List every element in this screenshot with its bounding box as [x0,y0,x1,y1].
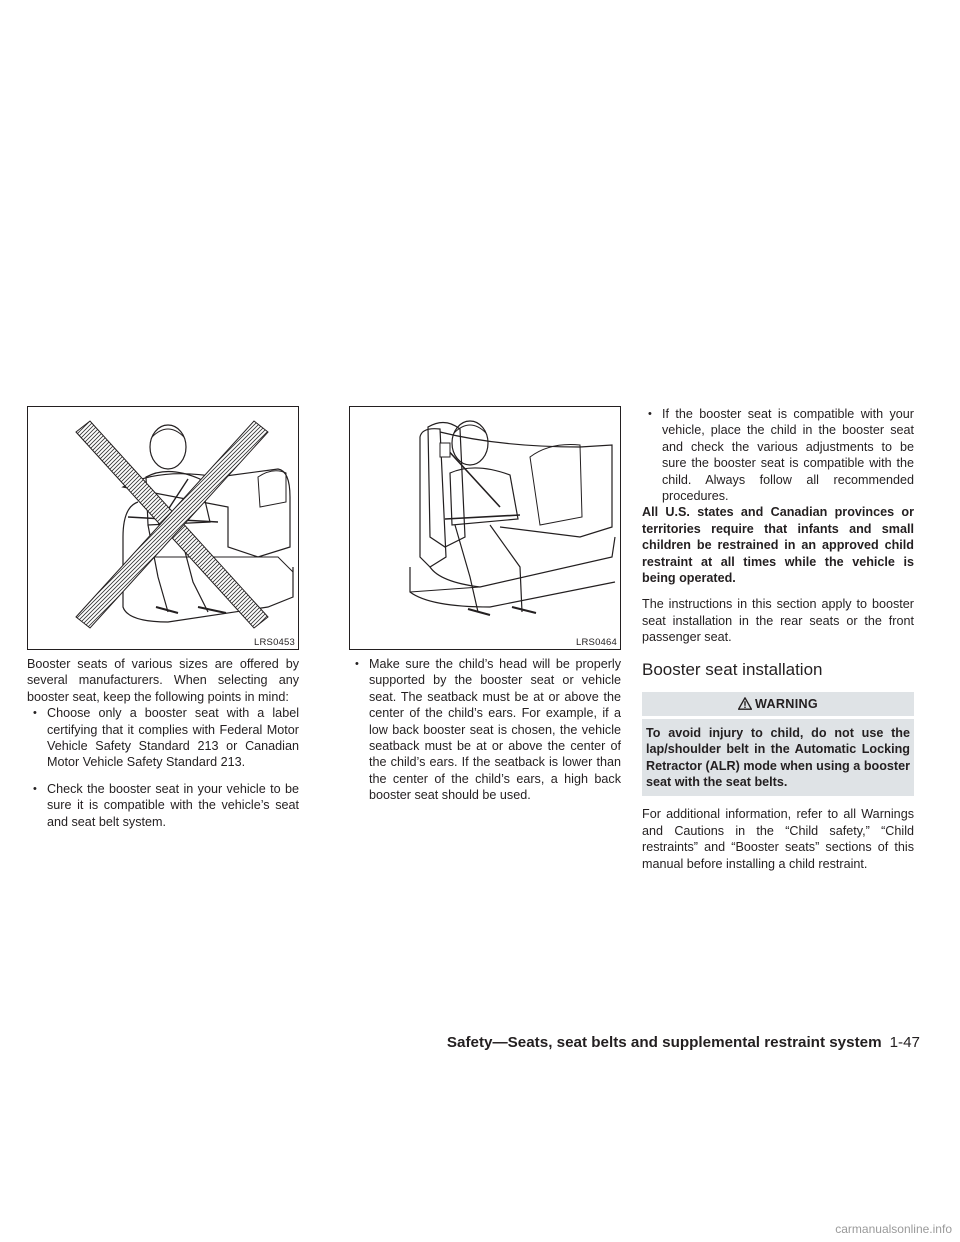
figure-booster-incorrect [27,406,299,650]
warning-header [642,692,914,716]
watermark: carmanualsonline.info [835,1222,952,1236]
booster-intro-paragraph: Booster seats of various sizes are offered by several manufacturers. When selecting any booster seat, keep the following points in mind: [27,657,299,704]
column-2 [349,406,621,804]
warning-triangle-icon [738,697,752,710]
page-number: 1-47 [889,1034,920,1051]
warning-box [642,692,914,797]
list-item: • Choose only a booster seat with a label certifying that it complies with Federal Motor Vehicle Safety Standard 213 or Canadian Motor Vehicle Safety Standard 213. [47,705,299,771]
figure-code: LRS0464 [575,637,617,648]
figure-code: LRS0453 [253,637,295,648]
restraint-law-paragraph: All U.S. states and Canadian provinces or territories require that infants and small children be restrained in an approved child restraint at all times while the vehicle is being operated. [642,505,914,586]
instructions-paragraph: The instructions in this section apply to booster seat installation in the rear seats or the front passenger seat. [642,597,914,645]
page-footer [447,1034,920,1051]
section-heading: Booster seat installation [642,659,823,679]
closing-paragraph: For additional information, refer to all Warnings and Cautions in the “Child safety,” “Child restraints” and “Booster seats” sections of this manual before installing a child restraint. [642,807,914,871]
booster-seat-correct-illustration [350,407,620,649]
column-1 [27,406,299,840]
booster-checklist [27,705,299,830]
warning-text: To avoid injury to child, do not use the lap/shoulder belt in the Automatic Locking Retractor (ALR) mode when using a booster seat with the seat belts. [642,719,914,797]
list-item: • Make sure the child’s head will be properly supported by the booster seat or vehicle seat. The seatback must be at or above the center of the child’s ears. For example, if a low back booster seat is chosen, the vehicle seatback must be at or above the center of the child’s ears. If the seatback is lower than the center of the child’s ears, a high back booster seat should be used. [349,656,621,804]
list-item: • If the booster seat is compatible with your vehicle, place the child in the booster seat and check the various adjustments to be sure the booster seat is compatible with the child. Always follow all recommended procedures. [642,406,914,504]
head-support-list [349,656,621,804]
warning-label: WARNING [755,696,818,711]
footer-section-title: Safety—Seats, seat belts and supplemental restraint system [446,1034,882,1051]
list-item: • Check the booster seat in your vehicle to be sure it is compatible with the vehicle’s seat and seat belt system. [47,781,299,830]
column-3 [642,406,914,872]
booster-seat-incorrect-illustration [28,407,298,649]
compatibility-list [642,406,914,504]
figure-booster-correct [349,406,621,650]
